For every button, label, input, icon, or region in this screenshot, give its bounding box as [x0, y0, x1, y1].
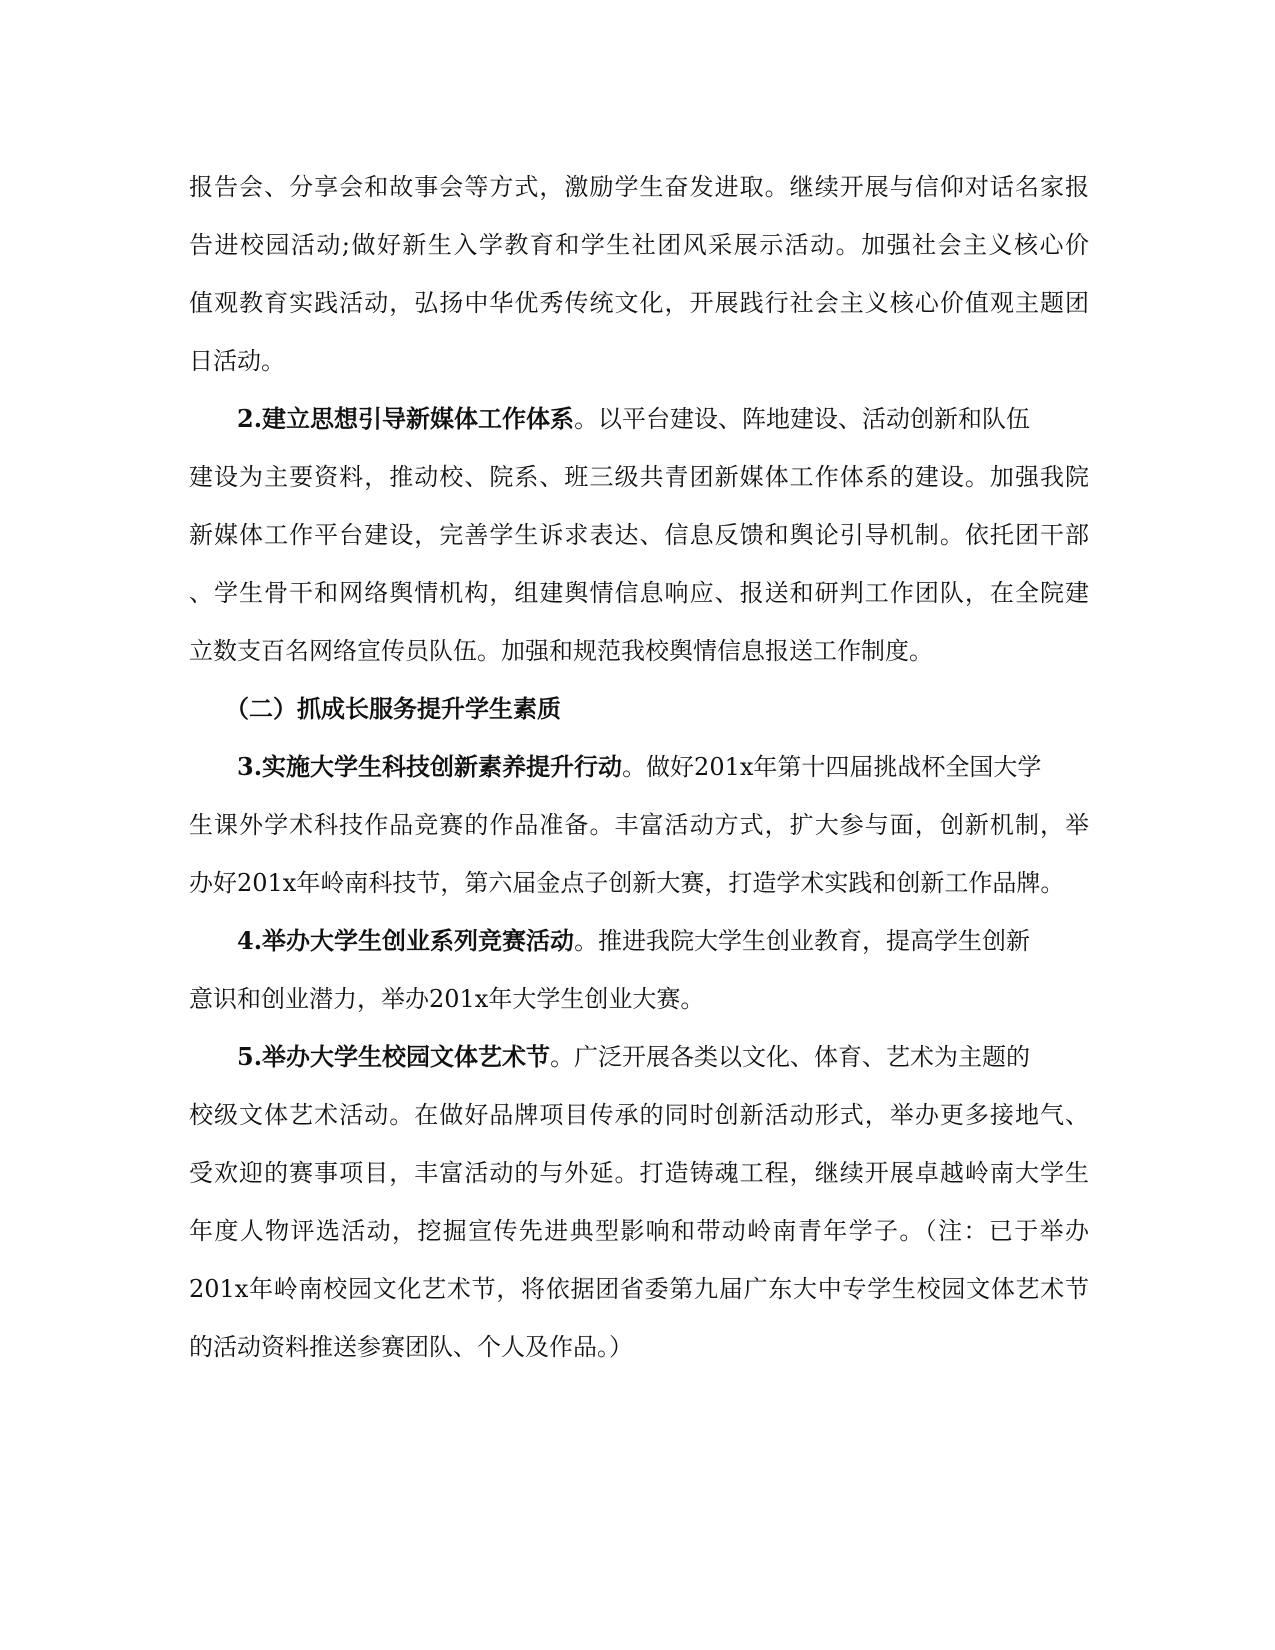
paragraph-first-line: [189, 912, 1089, 970]
paragraph-line: 意识和创业潜力，举办201x年大学生创业大赛。: [189, 985, 705, 1013]
paragraph-first-line: [189, 738, 1089, 796]
document-page: [189, 158, 1089, 1376]
paragraph-line: 办好201x年岭南科技节，第六届金点子创新大赛，打造学术实践和创新工作品牌。: [189, 869, 1065, 897]
section-heading: （二）抓成长服务提升学生素质: [225, 694, 561, 723]
paragraph-line: 建设为主要资料，推动校、院系、班三级共青团新媒体工作体系的建设。加强我院: [189, 463, 1089, 491]
item-title: 4.举办大学生创业系列竞赛活动: [237, 926, 575, 955]
item-text: 。广泛开展各类以文化、体育、艺术为主题的: [550, 1043, 1031, 1071]
item-title: 2.建立思想引导新媒体工作体系: [237, 404, 575, 433]
paragraph-first-line: [189, 390, 1089, 448]
paragraph-first-line: [189, 1028, 1089, 1086]
paragraph-1: [189, 158, 1089, 390]
paragraph-line: 、学生骨干和网络舆情机构，组建舆情信息响应、报送和研判工作团队，在全院建: [189, 579, 1089, 607]
paragraph-line: 年度人物评选活动，挖掘宣传先进典型影响和带动岭南青年学子。（注：已于举办: [189, 1217, 1089, 1245]
paragraph-line: 告进校园活动;做好新生入学教育和学生社团风采展示活动。加强社会主义核心价: [189, 231, 1089, 259]
paragraph-line: 201x年岭南校园文化艺术节，将依据团省委第九届广东大中专学生校园文体艺术节: [189, 1275, 1089, 1303]
paragraph-2: [189, 390, 1089, 680]
paragraph-line: 新媒体工作平台建设，完善学生诉求表达、信息反馈和舆论引导机制。依托团干部: [189, 521, 1089, 549]
paragraph-4: [189, 912, 1089, 1028]
paragraph-line: 值观教育实践活动，弘扬中华优秀传统文化，开展践行社会主义核心价值观主题团: [189, 289, 1089, 317]
item-title: 5.举办大学生校园文体艺术节: [237, 1042, 551, 1071]
paragraph-line: 报告会、分享会和故事会等方式，激励学生奋发进取。继续开展与信仰对话名家报: [189, 173, 1089, 201]
paragraph-line: 的活动资料推送参赛团队、个人及作品。）: [189, 1333, 633, 1361]
item-text: 。做好201x年第十四届挑战杯全国大学: [622, 753, 1042, 781]
item-title: 3.实施大学生科技创新素养提升行动: [237, 752, 623, 781]
paragraph-line: 生课外学术科技作品竞赛的作品准备。丰富活动方式，扩大参与面，创新机制，举: [189, 811, 1089, 839]
paragraph-line: 立数支百名网络宣传员队伍。加强和规范我校舆情信息报送工作制度。: [189, 637, 933, 665]
paragraph-3: [189, 738, 1089, 912]
item-text: 。以平台建设、阵地建设、活动创新和队伍: [574, 405, 1031, 433]
paragraph-5: [189, 1028, 1089, 1376]
paragraph-line: 校级文体艺术活动。在做好品牌项目传承的同时创新活动形式，举办更多接地气、: [189, 1101, 1089, 1129]
paragraph-line: 受欢迎的赛事项目，丰富活动的与外延。打造铸魂工程，继续开展卓越岭南大学生: [189, 1159, 1089, 1187]
paragraph-line: 日活动。: [189, 347, 285, 375]
item-text: 。推进我院大学生创业教育，提高学生创新: [574, 927, 1031, 955]
